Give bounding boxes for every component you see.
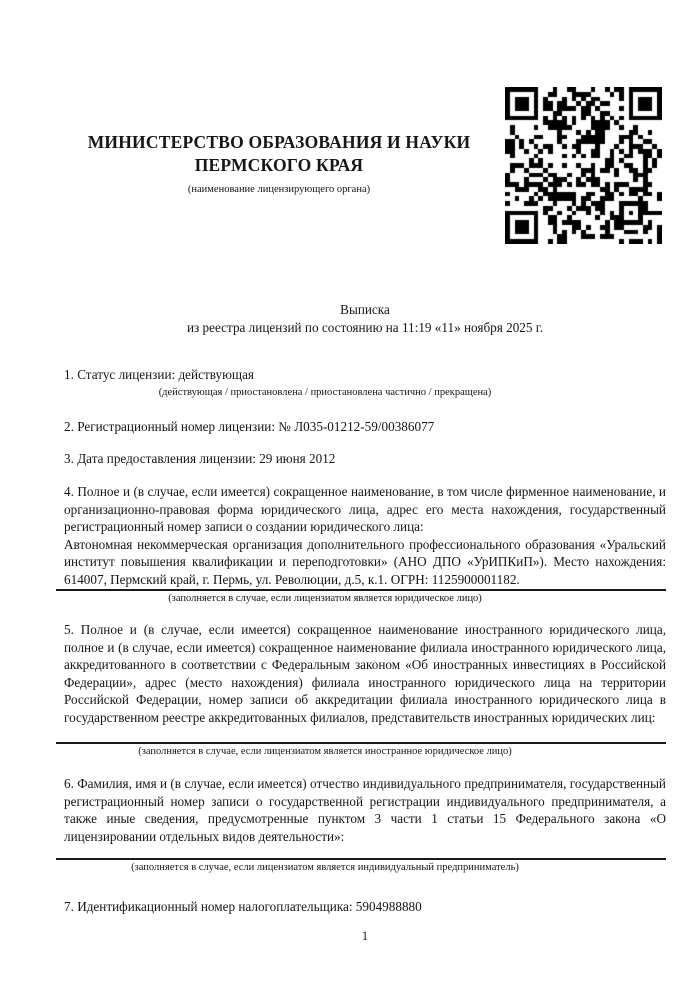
section-4-legal-entity [64, 483, 666, 605]
section-6-caption: (заполняется в случае, если лицензиатом является индивидуальный предприниматель) [131, 862, 519, 873]
section-4-rule [56, 589, 666, 591]
section-4-text: 4. Полное и (в случае, если имеется) сокращенное наименование, в том числе фирменное наименование, и организационно-правовая форма юридического лица, адрес его места нахождения, государственный регистрационный номер записи о создании юридического лица: [64, 484, 666, 534]
section-2-text: 2. Регистрационный номер лицензии: № Л035-01212-59/00386077 [64, 419, 435, 434]
section-7-text: 7. Идентификационный номер налогоплательщика: 5904988880 [64, 899, 422, 914]
licensing-authority-block [65, 131, 493, 196]
section-5-text: 5. Полное и (в случае, если имеется) сокращенное наименование иностранного юридического лица, полное и (в случае, если имеется) сокращенное наименование филиала иностранного юридического лица, аккредитованного в соответствии с Федеральным законом «Об иностранных инвестициях в Российской Федерации», адрес (место нахождения) филиала иностранного юридического лица на территории Российской Федерации, номер записи об аккредитации филиала иностранного юридического лица в государственном реестре аккредитованных филиалов, представительств иностранных юридических лиц: [64, 622, 666, 725]
document-title [64, 301, 666, 337]
section-5-foreign-entity [64, 621, 666, 758]
section-1-caption: (действующая / приостановлена / приостановлена частично / прекращена) [158, 386, 492, 398]
org-name-line2: ПЕРМСКОГО КРАЯ [194, 155, 364, 175]
section-4-caption: (заполняется в случае, если лицензиатом является юридическое лицо) [168, 593, 482, 604]
section-6-rule [56, 858, 666, 860]
qr-code-icon [505, 87, 662, 244]
page-number: 1 [361, 929, 369, 943]
section-3-license-date [64, 450, 666, 468]
section-4-value: Автономная некоммерческая организация дополнительного профессионального образования «Уральский институт повышения квалификации и переподготовки» (АНО ДПО «УрИПКиП»). Место нахождения: 614007, Пермский край, г. Пермь, ул. Революции, д.5, к.1. ОГРН: 1125900001182. [64, 536, 666, 587]
org-name-line1: МИНИСТЕРСТВО ОБРАЗОВАНИЯ И НАУКИ [87, 132, 471, 152]
section-7-taxpayer-number [64, 898, 666, 916]
section-1-license-status [64, 366, 666, 399]
section-6-individual-entrepreneur [64, 775, 666, 874]
org-caption: (наименование лицензирующего органа) [187, 184, 371, 195]
section-5-caption: (заполняется в случае, если лицензиатом является иностранное юридическое лицо) [138, 746, 512, 757]
section-3-text: 3. Дата предоставления лицензии: 29 июня 2012 [64, 451, 336, 466]
section-6-text: 6. Фамилия, имя и (в случае, если имеется) отчество индивидуального предпринимателя, государственный регистрационный номер записи о государственной регистрации индивидуального предпринимателя, а также иные сведения, предусмотренные пунктом 3 части 1 статьи 15 Федерального закона «О лицензировании отдельных видов деятельности»: [64, 776, 666, 844]
qr-code [505, 87, 662, 244]
doc-title-line2: из реестра лицензий по состоянию на 11:19 «11» ноября 2025 г. [186, 320, 544, 335]
section-5-rule [56, 742, 666, 744]
section-2-registration-number [64, 418, 666, 436]
section-1-text: 1. Статус лицензии: действующая [64, 367, 255, 382]
doc-title-line1: Выписка [340, 302, 390, 317]
